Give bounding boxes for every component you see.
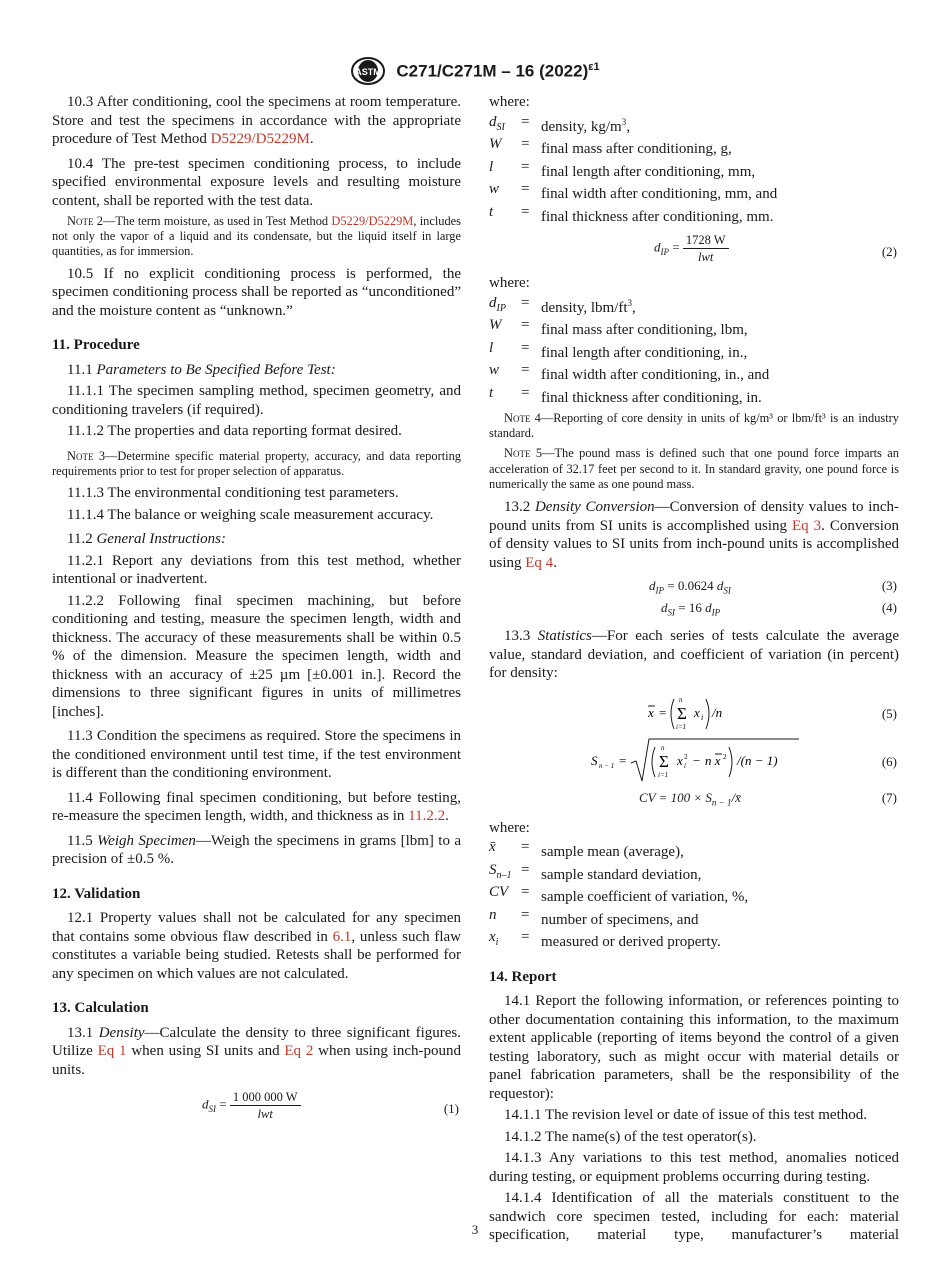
definition-text: final thickness after conditioning, in. [541,389,762,406]
definition-text: final thickness after conditioning, mm. [541,208,774,225]
definitions-statistics [489,839,748,952]
equation-7: CV = $100 \times S_{n - 1}/x̄$ (7) [639,789,897,808]
svg-text:2: 2 [723,752,727,761]
note-2: Note 2—The term moisture, as used in Test Method D5229/D5229M, includes not only the vapor of a liquid and its condensate, but the liquid itself in large quantities, as for immersion. [52,214,461,259]
para-13-3: 13.3 Statistics—For each series of tests calculate the average value, standard deviation, and coefficient of variation (in percent) for density: [489,628,899,682]
para-11-4: 11.4 Following final specimen conditioning, but before testing, re-measure the specimen length, width, and thickness as in 11.2.2. [52,789,461,825]
definition-symbol: l [489,339,494,356]
link-eq-4[interactable]: Eq 4 [525,554,554,571]
para-14-1-1: 14.1.1 The revision level or date of issue of this test method. [504,1107,867,1124]
para-11-1-2: 11.1.2 The properties and data reporting format desired. [67,423,402,440]
definition-equals: = [521,113,530,130]
para-13-2: 13.2 Density Conversion—Conversion of density values to inch-pound units from SI units is accomplished using Eq 3. Conversion of density values to SI units from inch-pound units is accomplished using Eq 4. [489,499,900,571]
svg-text:=: = [619,752,627,768]
link-eq-1[interactable]: Eq 1 [97,1043,127,1060]
svg-text:−: − [693,752,701,768]
where-label-3: where: [489,819,530,836]
link-11-2-2[interactable]: 11.2.2 [408,808,446,825]
where-label-2: where: [489,275,530,291]
para-10-4: 10.4 The pre-test specimen conditioning process, to include specified environmental exposure levels and resulting moisture content, shall be reported with the test data. [52,155,461,209]
svg-text:/n: /n [712,704,723,720]
definition-row [489,340,769,363]
definition-row [489,317,769,340]
definition-equals: = [521,136,530,152]
definition-symbol: W [489,136,502,152]
definition-row [489,181,777,204]
link-eq-3[interactable]: Eq 3 [791,517,822,534]
definition-text: sample mean (average), [541,844,684,861]
svg-text:i: i [701,712,704,722]
definition-symbol: t [489,203,494,220]
definition-symbol: W [489,317,502,333]
link-eq-2[interactable]: Eq 2 [284,1043,314,1060]
definition-symbol: $S_{n-1}$ [489,861,512,881]
definition-equals: = [521,906,530,923]
definition-text: final width after conditioning, mm, and [541,186,778,202]
definition-equals: = [521,158,530,175]
definition-row [489,839,748,862]
para-11-2-1: 11.2.1 Report any deviations from this test method, whether intentional or inadvertent. [52,552,461,588]
definition-row [489,862,748,885]
svg-text:x: x [648,704,654,720]
definition-text: final mass after conditioning, lbm, [541,322,748,338]
note-4: Note 4—Reporting of core density in units of kg/m³ or lbm/ft³ is an industry standard. [489,411,899,441]
svg-text:i: i [684,761,686,770]
astm-logo-icon [350,56,386,86]
definition-row [489,907,748,930]
link-d5229-note[interactable]: D5229/D5229M [331,214,414,228]
definition-text: final length after conditioning, in., [541,344,748,361]
definition-symbol: w [489,181,500,197]
eq5-formula [644,691,754,735]
definition-row [489,929,748,952]
definition-symbol: t [489,384,494,401]
svg-text:Σ: Σ [659,751,669,771]
definition-row [489,136,777,159]
note-3: Note 3—Determine specific material property, accuracy, and data reporting requirements prior to test for proper selection of apparatus. [52,448,461,478]
page-number: 3 [471,1222,479,1237]
definition-equals: = [521,929,530,946]
designation-superscript: ε1 [588,60,600,73]
svg-text:n: n [679,695,683,704]
para-11-2-2: 11.2.2 Following final specimen machining, but before conditioning and testing, measure the specimen length, width and thickness. The accuracy of these measurements shall be within 0.5 % of the dimension. Measure the specimen length, width and thickness with an accuracy of ±25 µm [±0.001 in.]. Record the dimensions to three significant figures in units of millimetres [inches]. [52,592,461,720]
para-14-1-3: 14.1.3 Any variations to this test method, anomalies noticed during testing, or equipment problems occurring during testing. [489,1150,899,1185]
section-14-heading: 14. Report [489,968,557,985]
section-12-heading: 12. Validation [52,885,141,902]
para-11-5: 11.5 Weigh Specimen—Weigh the specimens in grams [lbm] to a precision of ±0.5 %. [52,832,461,868]
svg-text:/(n − 1): /(n − 1) [737,752,778,768]
definition-symbol: x̄ [489,839,496,856]
definition-symbol: $d_{IP}$ [489,294,506,314]
definition-text: sample standard deviation, [541,866,702,883]
svg-text:i=1: i=1 [658,770,669,779]
equation-4: $d_{SI} = 16$ $d_{IP}$ (4) [661,600,897,618]
page-header [0,56,950,86]
definition-text: final mass after conditioning, g, [541,141,732,157]
definition-symbol: l [489,158,494,175]
eq6-formula [589,737,804,785]
para-11-1-4: 11.1.4 The balance or weighing scale measurement accuracy. [67,506,434,523]
definition-text: measured or derived property. [541,934,721,951]
para-14-1-2: 14.1.2 The name(s) of the test operator(s). [504,1128,757,1145]
svg-text:=: = [659,704,667,720]
definition-row [489,362,769,385]
definition-row [489,114,777,137]
definition-equals: = [521,884,530,901]
definition-equals: = [521,839,530,856]
para-10-5: 10.5 If no explicit conditioning process is performed, the specimen conditioning process shall be reported as “unconditioned” and the moisture content as “unknown.” [52,265,461,319]
para-12-1: 12.1 Property values shall not be calculated for any specimen that contains some obvious flaw described in 6.1, unless such flaw constitutes a variable being studied. Retests shall be performed for any specimen on which values are not calculated. [52,910,461,982]
document-designation: C271/C271M – 16 $(2022)^{\varepsilon 1}$ [396,60,600,81]
section-13-heading: 13. Calculation [52,1000,149,1017]
definition-equals: = [521,203,530,220]
definitions-si [489,114,777,227]
definition-symbol: w [489,362,500,378]
right-column [489,93,899,1248]
link-6-1[interactable]: 6.1 [332,928,352,945]
svg-text:n x: n x [705,752,721,768]
definition-equals: = [521,339,530,356]
equation-5: x = n Σ i=1 x i /n (5) [489,691,899,737]
definition-equals: = [521,384,530,401]
para-14-1: 14.1 Report the following information, or references pointing to other documentation containing this information, to the maximum extent applicable (reporting of items beyond the control of a given testing laboratory, such as might occur with material details or panel fabrication parameters, shall be the responsibility of the requestor): [489,993,899,1102]
svg-text:S: S [591,752,598,768]
definition-symbol: $d_{SI}$ [489,113,505,133]
definition-symbol: $x_i$ [489,929,499,949]
equation-6: S n − 1 = n Σ i=1 x 2 i − n x 2 /(n − 1) (6) [489,737,899,787]
definition-text: final width after conditioning, in., and [541,367,770,383]
definition-equals: = [521,861,530,878]
definition-row [489,159,777,182]
equation-1: $d_{SI}$ = $\frac{1 000 000 W}{\text{lwt}}$ (1) [202,1090,459,1122]
svg-text:n: n [661,743,665,752]
definition-text: number of specimens, and [541,911,699,928]
definition-row [489,385,769,408]
definition-equals: = [521,294,530,311]
definitions-ip [489,295,769,408]
definition-row [489,295,769,318]
section-11-heading: 11. Procedure [52,337,140,354]
para-10-3: 10.3 After conditioning, cool the specimens at room temperature. Store and test the specimens in accordance with the appropriate procedure of Test Method D5229/D5229M. [52,94,461,147]
svg-text:x: x [677,752,683,768]
svg-text:Σ: Σ [677,703,687,723]
definition-text: density, $kg/m^3$, [541,116,630,135]
definition-text: final length after conditioning, mm, [541,163,756,180]
logo-text: ASTM [355,67,382,77]
svg-text:i=1: i=1 [676,722,687,731]
svg-text:x: x [694,704,700,720]
equation-2: $d_{IP}$ = $\frac{1728 W}{\text{lwt}}$ (2) [654,233,897,264]
definition-row [489,204,777,227]
definition-text: density, lbm/$ft^3$, [541,297,636,316]
definition-equals: = [521,362,530,378]
para-11-2: 11.2 General Instructions: [67,531,227,548]
para-11-1-3: 11.1.3 The environmental conditioning test parameters. [67,485,399,502]
definition-equals: = [521,317,530,333]
para-11-1-1: 11.1.1 The specimen sampling method, specimen geometry, and conditioning travelers (if required). [52,383,461,418]
para-13-1: 13.1 Density—Calculate the density to three significant figures. Utilize Eq 1 when using SI units and Eq 2 when using inch-pound units. [52,1024,461,1078]
note-5: Note 5—The pound mass is defined such that one pound force imparts an acceleration of 32.17 feet per second to it. In standard gravity, one pound force is numerically the same as one pound mass. [489,446,899,491]
equation-3: $d_{IP} = 0.0624$ $d_{SI}$ (3) [649,578,897,596]
para-14-1-4: 14.1.4 Identification of all the materials constituent to the sandwich core specimen tested, including for each: material specification, material type, manufacturer’s material [489,1190,899,1244]
definition-symbol: n [489,906,497,923]
definition-row [489,884,748,907]
definition-text: sample coefficient of variation, %, [541,889,749,906]
para-11-1: 11.1 Parameters to Be Specified Before Test: [67,361,336,378]
where-label-1: where: [489,94,530,110]
svg-text:2: 2 [684,752,688,761]
definition-symbol: CV [489,884,509,901]
link-d5229[interactable]: D5229/D5229M [210,131,310,147]
definition-equals: = [521,181,530,197]
svg-text:n − 1: n − 1 [599,761,615,770]
para-11-3: 11.3 Condition the specimens as required. Store the specimens in the conditioned environment until test time, if the test environment is different than the conditioning environment. [52,728,461,782]
left-column [52,93,461,1125]
